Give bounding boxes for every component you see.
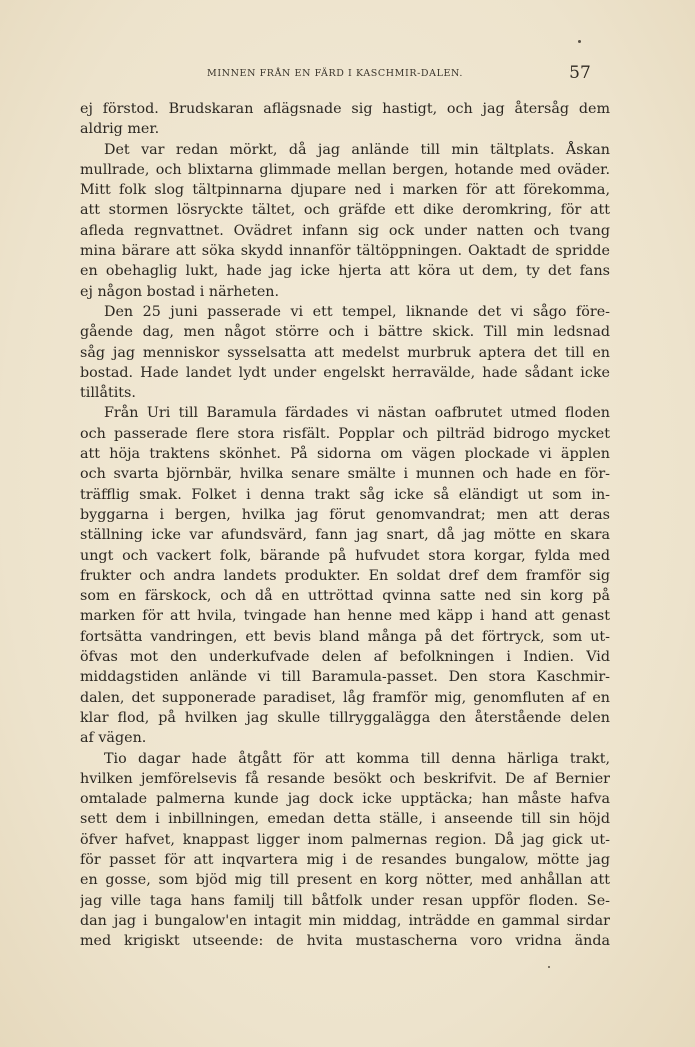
text-line: tillåtits. xyxy=(80,385,136,402)
text-line: byggarna i bergen, hvilka jag förut genomvandrat; men att deras xyxy=(80,506,610,523)
page-number: 57 xyxy=(569,63,591,83)
paper-speck xyxy=(548,966,550,968)
text-line: en obehaglig lukt, hade jag icke hjerta att köra ut dem, ty det fans xyxy=(80,263,610,280)
paragraph-start-line: Den 25 juni passerade vi ett tempel, liknande det vi sågo före- xyxy=(104,303,610,320)
text-line: ställning icke var afundsvärd, fann jag snart, då jag mötte en skara xyxy=(80,527,610,544)
text-line: fortsätta vandringen, ett bevis bland många på det förtryck, som ut- xyxy=(80,628,610,645)
text-line: aldrig mer. xyxy=(80,121,160,138)
text-line: ungt och vackert folk, bärande på hufvudet stora korgar, fylda med xyxy=(80,547,610,564)
paragraph-start-line: Det var redan mörkt, då jag anlände till min tältplats. Åskan xyxy=(104,141,610,158)
text-line: mullrade, och blixtarna glimmade mellan bergen, hotande med oväder. xyxy=(80,161,610,178)
text-line: middagstiden anlände vi till Baramula-passet. Den stora Kaschmir- xyxy=(80,669,610,686)
running-head: MINNEN FRÅN EN FÄRD I KASCHMIR-DALEN. xyxy=(207,68,463,79)
paragraph-start-line: Från Uri till Baramula färdades vi nästan oafbrutet utmed floden xyxy=(104,405,610,422)
text-line: afleda regnvattnet. Ovädret infann sig ock under natten och tvang xyxy=(80,222,610,239)
text-line: klar flod, på hvilken jag skulle tillryggalägga den återstående delen xyxy=(80,709,610,726)
text-line: dan jag i bungalow'en intagit min middag, inträdde en gammal sirdar xyxy=(80,912,610,929)
text-line: ej förstod. Brudskaran aflägsnade sig hastigt, och jag återsåg dem xyxy=(80,101,610,117)
text-line: och svarta björnbär, hvilka senare smälte i munnen och hade en för- xyxy=(80,466,610,483)
text-line: Mitt folk slog tältpinnarna djupare ned i marken för att förekomma, xyxy=(80,182,610,199)
text-line: en gosse, som bjöd mig till present en korg nötter, med anhållan att xyxy=(80,872,610,889)
text-line: jag ville taga hans familj till båtfolk under resan uppför floden. Se- xyxy=(80,892,610,909)
text-line: hvilken jemförelsevis få resande besökt och beskrifvit. De af Bernier xyxy=(80,770,610,787)
text-line: som en färskock, och då en uttröttad qvinna satte ned sin korg på xyxy=(80,588,610,605)
text-line: marken för att hvila, tvingade han henne med käpp i hand att genast xyxy=(80,608,610,625)
text-line: att höja traktens skönhet. På sidorna om vägen plockade vi äpplen xyxy=(80,446,610,463)
text-line: gående dag, men något större och i bättre skick. Till min ledsnad xyxy=(80,324,610,341)
text-line: frukter och andra landets produkter. En soldat dref dem framför sig xyxy=(80,567,610,584)
text-line: ej någon bostad i närheten. xyxy=(80,283,280,300)
text-line: för passet för att inqvartera mig i de resandes bungalow, mötte jag xyxy=(80,851,610,868)
text-line: såg jag menniskor sysselsatta att medelst murbruk aptera det till en xyxy=(80,344,610,361)
text-line: dalen, det supponerade paradiset, låg framför mig, genomfluten af en xyxy=(80,689,610,706)
text-line: öfver hafvet, knappast ligger inom palmernas region. Då jag gick ut- xyxy=(80,831,610,848)
text-line: af vägen. xyxy=(80,730,147,747)
text-line: sett dem i inbillningen, emedan detta ställe, i anseende till sin höjd xyxy=(80,811,610,828)
paragraph-start-line: Tio dagar hade åtgått för att komma till denna härliga trakt, xyxy=(104,750,610,767)
text-line: träfflig smak. Folket i denna trakt såg icke så eländigt ut som in- xyxy=(80,486,610,503)
text-line: omtalade palmerna kunde jag dock icke upptäcka; han måste hafva xyxy=(80,791,610,808)
text-line: öfvas mot den underkufvade delen af befolkningen i Indien. Vid xyxy=(80,649,610,666)
text-line: bostad. Hade landet lydt under engelskt herravälde, hade sådant icke xyxy=(80,364,610,381)
text-line: att stormen lösryckte tältet, och gräfde ett dike deromkring, för att xyxy=(80,202,610,219)
text-line: med krigiskt utseende: de hvita mustascherna voro vridna ända xyxy=(80,933,610,950)
text-line: mina bärare att söka skydd innanför tältöppningen. Oaktadt de spridde xyxy=(80,243,610,260)
text-line: och passerade flere stora risfält. Popplar och pilträd bidrogo mycket xyxy=(80,425,610,442)
body-text xyxy=(80,99,610,951)
paper-speck xyxy=(578,40,581,43)
